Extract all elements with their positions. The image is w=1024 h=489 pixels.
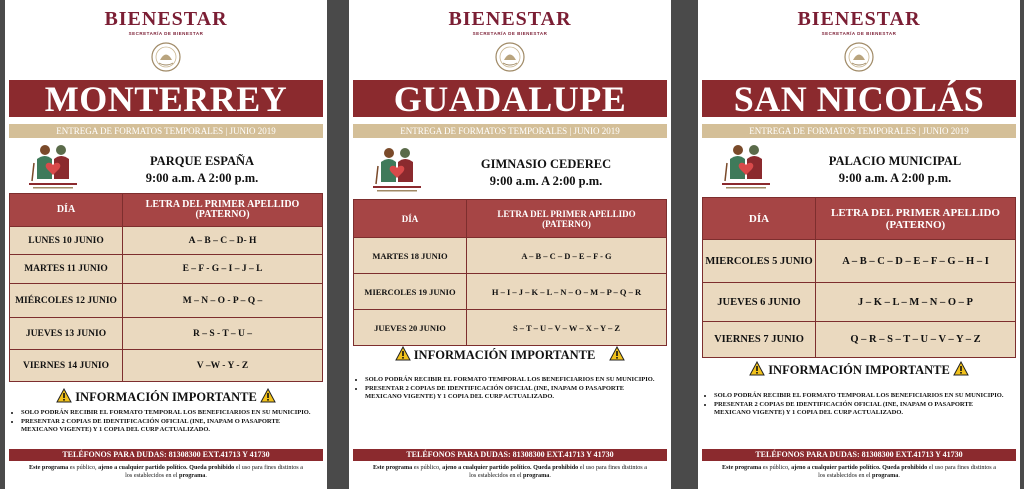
header-letter [467, 200, 667, 238]
phone-bar: TELÉFONOS PARA DUDAS: 81308300 EXT.41713 Y 41730 [353, 449, 667, 461]
info-bullet: • SOLO PODRÁN RECIBIR EL FORMATO TEMPORAL LOS BENEFICIARIOS EN SU MUNICIPIO. [365, 376, 661, 384]
program-logo-icon [25, 141, 81, 191]
header-letter-line2: (PATERNO) [195, 209, 250, 220]
table-cell-day: VIERNES 7 JUNIO [703, 322, 816, 358]
table-cell-letters: Q – R – S – T – U – V – Y – Z [816, 322, 1016, 358]
city-title: MONTERREY [9, 80, 323, 117]
header-day: DÍA [703, 198, 816, 240]
warning-icon [749, 361, 765, 376]
info-bullet: • SOLO PODRÁN RECIBIR EL FORMATO TEMPORAL LOS BENEFICIARIOS EN SU MUNICIPIO. [714, 392, 1010, 400]
table-cell-day: VIERNES 14 JUNIO [10, 350, 123, 382]
national-seal-icon [494, 41, 526, 73]
venue-hours: 9:00 a.m. A 2:00 p.m. [838, 171, 952, 185]
table-cell-day: MIERCOLES 19 JUNIO [354, 274, 467, 310]
table-row [10, 318, 323, 350]
table-header-row [10, 194, 323, 227]
important-info-heading [702, 361, 1016, 379]
table-cell-day: JUEVES 13 JUNIO [10, 318, 123, 350]
table-cell-letters: S – T – U – V – W – X – Y – Z [467, 310, 667, 346]
brand-name: BIENESTAR [448, 8, 572, 30]
table-cell-letters: E – F - G – I – J – L [123, 255, 323, 284]
city-title: SAN NICOLÁS [702, 80, 1016, 117]
venue-name: GIMNASIO CEDEREC [480, 157, 612, 171]
poster-san-nicolas [698, 0, 1020, 489]
brand-subtitle: SECRETARÍA DE BIENESTAR [472, 31, 548, 36]
table-cell-day: MARTES 11 JUNIO [10, 255, 123, 284]
header-letter-line1: LETRA DEL PRIMER APELLIDO [145, 199, 300, 210]
venue-hours: 9:00 a.m. A 2:00 p.m. [489, 174, 603, 188]
important-info-heading [353, 346, 667, 364]
table-row [703, 240, 1016, 283]
brand-subtitle: SECRETARÍA DE BIENESTAR [821, 31, 897, 36]
header-day: DÍA [10, 194, 123, 227]
event-subtitle: ENTREGA DE FORMATOS TEMPORALES | JUNIO 2019 [9, 124, 323, 138]
brand-name: BIENESTAR [104, 8, 228, 30]
table-cell-day: JUEVES 6 JUNIO [703, 283, 816, 322]
program-logo-icon [369, 144, 425, 194]
poster-monterrey [5, 0, 327, 489]
info-bullet-list [365, 376, 661, 402]
table-row [10, 284, 323, 318]
table-cell-letters: A – B – C – D – E – F - G [467, 238, 667, 274]
table-row [703, 322, 1016, 358]
poster-guadalupe [349, 0, 671, 489]
table-cell-day: MIERCOLES 5 JUNIO [703, 240, 816, 283]
table-row [703, 283, 1016, 322]
header-day: DÍA [354, 200, 467, 238]
table-header-row [354, 200, 667, 238]
phone-bar: TELÉFONOS PARA DUDAS: 81308300 EXT.41713 Y 41730 [9, 449, 323, 461]
important-info-title: INFORMACIÓN IMPORTANTE [768, 363, 950, 377]
header-letter-line1: LETRA DEL PRIMER APELLIDO [497, 208, 636, 219]
table-cell-day: LUNES 10 JUNIO [10, 227, 123, 255]
schedule-table [9, 193, 323, 382]
table-cell-letters: J – K – L – M – N – O – P [816, 283, 1016, 322]
header-letter-line2: (PATERNO) [542, 218, 591, 229]
city-title: GUADALUPE [353, 80, 667, 117]
table-row [10, 350, 323, 382]
schedule-table [702, 197, 1016, 358]
national-seal-icon [150, 41, 182, 73]
header-letter-line2: (PATERNO) [885, 218, 946, 231]
info-bullet: • PRESENTAR 2 COPIAS DE IDENTIFICACIÓN OFICIAL (INE, INAPAM O PASAPORTE MEXICANO VIGENTE) Y 1 COPIA DEL CURP ACTUALIZADO. [365, 385, 661, 401]
brand-name: BIENESTAR [797, 8, 921, 30]
table-cell-letters: H – I – J – K – L – N – O – M – P – Q – R [467, 274, 667, 310]
header-letter [123, 194, 323, 227]
table-row [354, 274, 667, 310]
table-row [10, 255, 323, 284]
warning-icon [56, 388, 72, 403]
table-cell-letters: A – B – C – D- H [123, 227, 323, 255]
program-logo-icon [718, 141, 774, 191]
table-cell-day: JUEVES 20 JUNIO [354, 310, 467, 346]
table-row [10, 227, 323, 255]
info-bullet-list [21, 409, 317, 435]
info-bullet: • PRESENTAR 2 COPIAS DE IDENTIFICACIÓN OFICIAL (INE, INAPAM O PASAPORTE MEXICANO VIGENTE) Y 1 COPIA DEL CURP ACTUALIZADO. [714, 401, 1010, 417]
table-cell-day: MIÉRCOLES 12 JUNIO [10, 284, 123, 318]
table-cell-letters: R – S - T – U – [123, 318, 323, 350]
important-info-heading [9, 388, 323, 406]
header-letter [816, 198, 1016, 240]
venue-hours: 9:00 a.m. A 2:00 p.m. [145, 171, 259, 185]
info-bullet: • SOLO PODRÁN RECIBIR EL FORMATO TEMPORAL LOS BENEFICIARIOS EN SU MUNICIPIO. [21, 409, 317, 417]
schedule-table [353, 199, 667, 346]
important-info-title: INFORMACIÓN IMPORTANTE [75, 390, 257, 404]
table-cell-letters: V –W - Y - Z [123, 350, 323, 382]
header-letter-line1: LETRA DEL PRIMER APELLIDO [830, 206, 1000, 219]
table-cell-day: MARTES 18 JUNIO [354, 238, 467, 274]
national-seal-icon [843, 41, 875, 73]
info-bullet: • PRESENTAR 2 COPIAS DE IDENTIFICACIÓN OFICIAL (INE, INAPAM O PASAPORTE MEXICANO VIGENTE) Y 1 COPIA DEL CURP ACTUALIZADO. [21, 418, 317, 434]
info-bullet-list [714, 392, 1010, 418]
table-header-row [703, 198, 1016, 240]
table-cell-letters: M – N – O - P – Q – [123, 284, 323, 318]
event-subtitle: ENTREGA DE FORMATOS TEMPORALES | JUNIO 2019 [353, 124, 667, 138]
important-info-title: INFORMACIÓN IMPORTANTE [413, 348, 596, 362]
brand-subtitle: SECRETARÍA DE BIENESTAR [128, 31, 204, 36]
event-subtitle: ENTREGA DE FORMATOS TEMPORALES | JUNIO 2019 [702, 124, 1016, 138]
venue-name: PARQUE ESPAÑA [149, 154, 255, 168]
warning-icon [953, 361, 969, 376]
disclaimer: Este programa es público, ajeno a cualquier partido político. Queda prohibido el uso para fines distintos a los establecidos en el programa. [722, 464, 996, 479]
disclaimer: Este programa es público, ajeno a cualquier partido político. Queda prohibido el uso para fines distintos a los establecidos en el programa. [373, 464, 647, 479]
phone-bar: TELÉFONOS PARA DUDAS: 81308300 EXT.41713 Y 41730 [702, 449, 1016, 461]
venue-name: PALACIO MUNICIPAL [828, 154, 962, 168]
disclaimer: Este programa es público, ajeno a cualquier partido político. Queda prohibido el uso para fines distintos a los establecidos en el programa. [29, 464, 303, 479]
table-cell-letters: A – B – C – D – E – F – G – H – I [816, 240, 1016, 283]
warning-icon [260, 388, 276, 403]
warning-icon [395, 346, 411, 361]
table-row [354, 238, 667, 274]
table-row [354, 310, 667, 346]
warning-icon [609, 346, 625, 361]
